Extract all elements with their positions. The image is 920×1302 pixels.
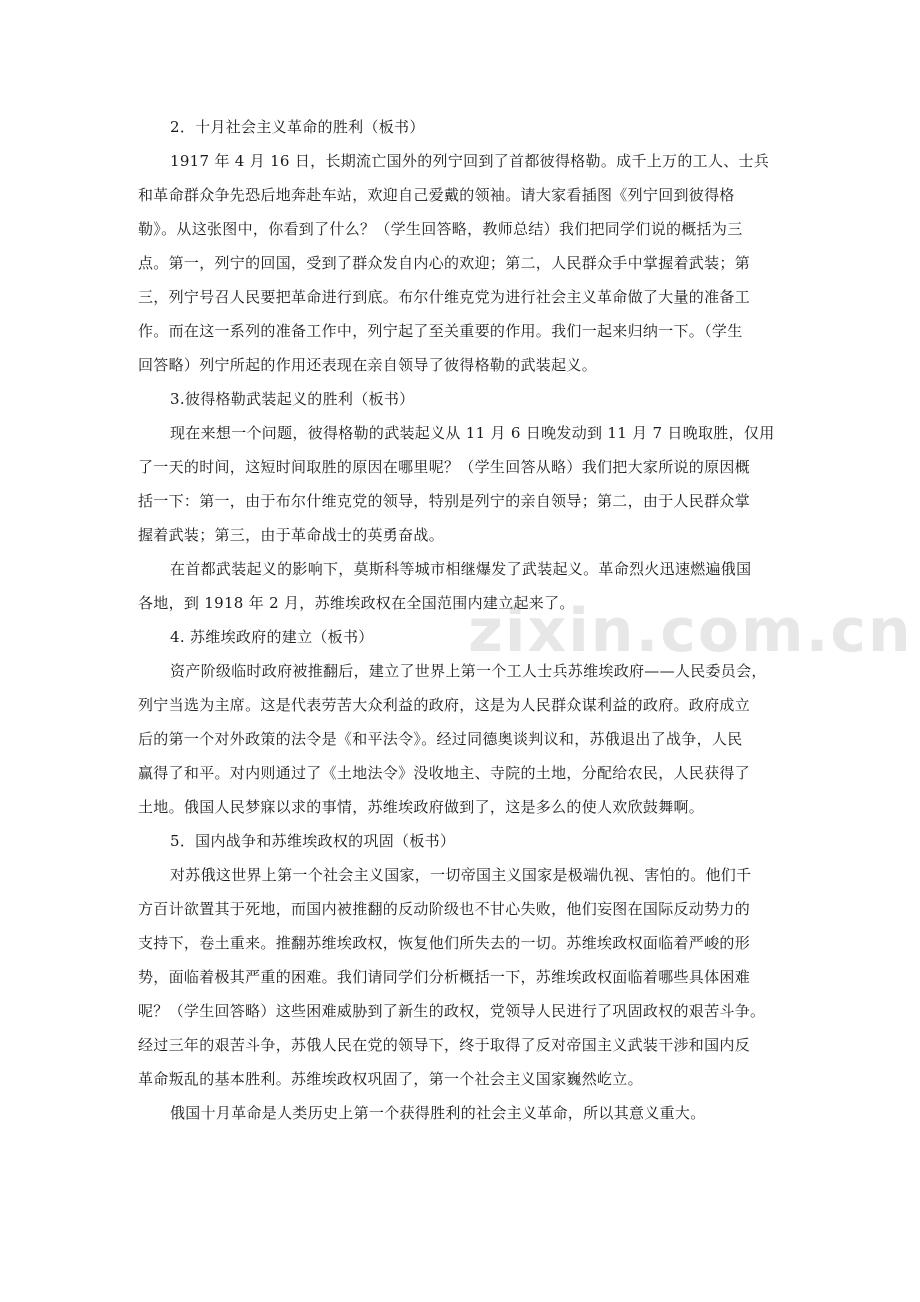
paragraph [138,1102,783,1124]
paragraph-line: 资产阶级临时政府被推翻后，建立了世界上第一个工人士兵苏维埃政府——人民委员会， [170,662,767,680]
paragraph-line: 方百计欲置其于死地，而国内被推翻的反动阶级也不甘心失败，他们妄图在国际反动势力的 [138,900,751,918]
paragraph-line: 经过三年的艰苦斗争，苏俄人民在党的领导下，终于取得了反对帝国主义武装干涉和国内反 [138,1036,751,1054]
watermark-text: zixin.com.cn [468,596,913,666]
paragraph-line: 勒》。从这张图中，你看到了什么？（学生回答略，教师总结）我们把同学们说的概括为三 [138,220,743,238]
paragraph-line: 括一下：第一，由于布尔什维克党的领导，特别是列宁的亲自领导；第二，由于人民群众掌 [138,492,751,510]
paragraph [138,660,783,818]
paragraph [138,864,783,1090]
paragraph-line: 俄国十月革命是人类历史上第一个获得胜利的社会主义革命，所以其意义重大。 [170,1104,706,1122]
paragraph [138,422,783,546]
paragraph-line: 和革命群众争先恐后地奔赴车站，欢迎自己爱戴的领袖。请大家看插图《列宁回到彼得格 [138,186,735,204]
document-page [138,116,783,1136]
paragraph-line: 支持下，卷土重来。推翻苏维埃政权，恢复他们所失去的一切。苏维埃政权面临着严峻的形 [138,934,751,952]
paragraph-line: 对苏俄这世界上第一个社会主义国家，一切帝国主义国家是极端仇视、害怕的。他们千 [170,866,752,884]
paragraph [138,558,783,614]
paragraph-line: 在首都武装起义的影响下，莫斯科等城市相继爆发了武装起义。革命烈火迅速燃遍俄国 [170,560,752,578]
paragraph-line: 势，面临着极其严重的困难。我们请同学们分析概括一下，苏维埃政权面临着哪些具体困难 [138,968,751,986]
paragraph-line: 各地，到 1918 年 2 月，苏维埃政权在全国范围内建立起来了。 [138,594,575,612]
paragraph-line: 握着武装；第三，由于革命战士的英勇奋战。 [138,526,445,544]
section-heading: 4. 苏维埃政府的建立（板书） [170,628,374,646]
section-heading: 2．十月社会主义革命的胜利（板书） [170,118,425,136]
paragraph-line: 回答略）列宁所起的作用还表现在亲自领导了彼得格勒的武装起义。 [138,356,598,374]
paragraph-line: 呢？（学生回答略）这些困难威胁到了新生的政权，党领导人民进行了巩固政权的艰苦斗争。 [138,1002,766,1020]
section-heading: 5．国内战争和苏维埃政权的巩固（板书） [170,832,456,850]
paragraph-line: 革命叛乱的基本胜利。苏维埃政权巩固了，第一个社会主义国家巍然屹立。 [138,1070,643,1088]
paragraph-line: 三，列宁号召人民要把革命进行到底。布尔什维克党为进行社会主义革命做了大量的准备工 [138,288,751,306]
paragraph-line: 了一天的时间，这短时间取胜的原因在哪里呢？（学生回答从略）我们把大家所说的原因概 [138,458,751,476]
paragraph-line: 点。第一，列宁的回国，受到了群众发自内心的欢迎；第二，人民群众手中掌握着武装；第 [138,254,751,272]
paragraph-line: 现在来想一个问题，彼得格勒的武装起义从 11 月 6 日晚发动到 11 月 7 日晚取胜，仅用 [170,424,775,442]
paragraph-line: 赢得了和平。对内则通过了《土地法令》没收地主、寺院的土地，分配给农民，人民获得了 [138,764,751,782]
paragraph-line: 1917 年 4 月 16 日，长期流亡国外的列宁回到了首都彼得格勒。成千上万的工人、士兵 [170,152,770,170]
section-heading: 3.彼得格勒武装起义的胜利（板书） [170,390,415,408]
paragraph-line: 土地。俄国人民梦寐以求的事情，苏维埃政府做到了，这是多么的使人欢欣鼓舞啊。 [138,798,705,816]
paragraph [138,150,783,376]
paragraph-line: 作。而在这一系列的准备工作中，列宁起了至关重要的作用。我们一起来归纳一下。（学生 [138,322,743,340]
paragraph-line: 列宁当选为主席。这是代表劳苦大众利益的政府，这是为人民群众谋利益的政府。政府成立 [138,696,751,714]
paragraph-line: 后的第一个对外政策的法令是《和平法令》。经过同德奥谈判议和，苏俄退出了战争，人民 [138,730,743,748]
